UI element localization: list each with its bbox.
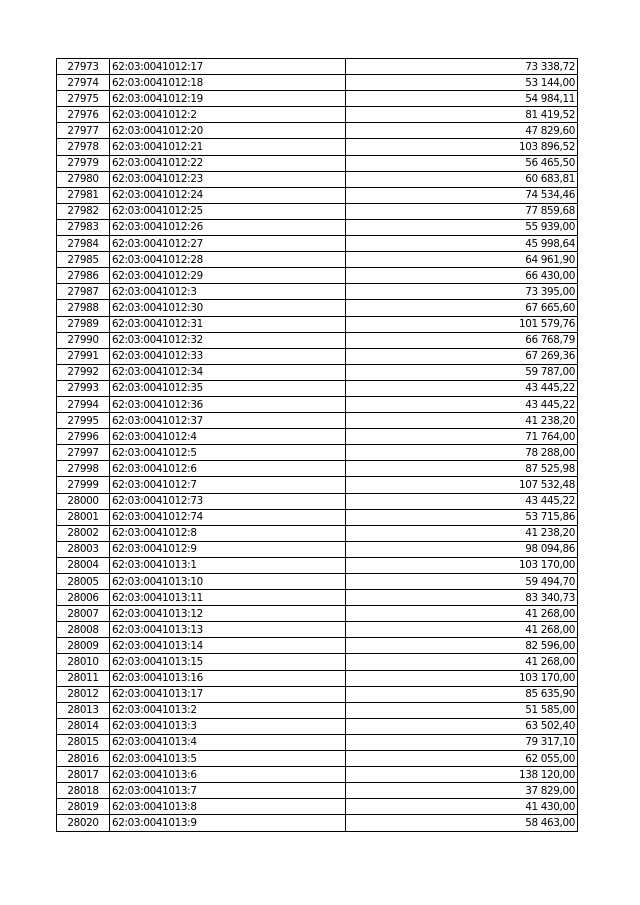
row-number-cell: 27978: [57, 139, 110, 155]
table-row: [57, 638, 578, 654]
cadastral-number-cell: 62:03:0041012:3: [110, 284, 346, 300]
table-row: [57, 284, 578, 300]
cadastral-number-cell: 62:03:0041012:6: [110, 461, 346, 477]
row-number-cell: 27991: [57, 348, 110, 364]
row-number-cell: 28002: [57, 525, 110, 541]
table-row: [57, 718, 578, 734]
table-row: [57, 557, 578, 573]
cadastral-number-cell: 62:03:0041012:5: [110, 445, 346, 461]
table-row: [57, 91, 578, 107]
cadastral-number-cell: 62:03:0041012:37: [110, 413, 346, 429]
cadastral-value-cell: 77 859,68: [346, 203, 578, 219]
row-number-cell: 27997: [57, 445, 110, 461]
row-number-cell: 27982: [57, 203, 110, 219]
cadastral-value-cell: 74 534,46: [346, 187, 578, 203]
cadastral-value-cell: 81 419,52: [346, 107, 578, 123]
cadastral-value-cell: 103 170,00: [346, 670, 578, 686]
cadastral-number-cell: 62:03:0041013:7: [110, 783, 346, 799]
cadastral-value-cell: 66 768,79: [346, 332, 578, 348]
table-row: [57, 574, 578, 590]
row-number-cell: 27984: [57, 236, 110, 252]
table-row: [57, 445, 578, 461]
row-number-cell: 27986: [57, 268, 110, 284]
cadastral-value-cell: 87 525,98: [346, 461, 578, 477]
cadastral-number-cell: 62:03:0041012:24: [110, 187, 346, 203]
cadastral-number-cell: 62:03:0041012:73: [110, 493, 346, 509]
cadastral-number-cell: 62:03:0041012:19: [110, 91, 346, 107]
table-row: [57, 203, 578, 219]
table-row: [57, 767, 578, 783]
table-row: [57, 316, 578, 332]
table-row: [57, 541, 578, 557]
row-number-cell: 28010: [57, 654, 110, 670]
cadastral-number-cell: 62:03:0041012:28: [110, 252, 346, 268]
row-number-cell: 28019: [57, 799, 110, 815]
cadastral-number-cell: 62:03:0041013:3: [110, 718, 346, 734]
cadastral-number-cell: 62:03:0041013:17: [110, 686, 346, 702]
table-row: [57, 783, 578, 799]
cadastral-number-cell: 62:03:0041013:1: [110, 557, 346, 573]
row-number-cell: 27987: [57, 284, 110, 300]
table-row: [57, 268, 578, 284]
table-row: [57, 219, 578, 235]
row-number-cell: 28000: [57, 493, 110, 509]
cadastral-value-cell: 55 939,00: [346, 219, 578, 235]
table-row: [57, 702, 578, 718]
row-number-cell: 27979: [57, 155, 110, 171]
cadastral-number-cell: 62:03:0041012:33: [110, 348, 346, 364]
table-row: [57, 751, 578, 767]
cadastral-number-cell: 62:03:0041012:21: [110, 139, 346, 155]
table-row: [57, 606, 578, 622]
cadastral-number-cell: 62:03:0041012:34: [110, 364, 346, 380]
table-row: [57, 493, 578, 509]
table-row: [57, 107, 578, 123]
cadastral-number-cell: 62:03:0041013:13: [110, 622, 346, 638]
cadastral-number-cell: 62:03:0041013:10: [110, 574, 346, 590]
row-number-cell: 27994: [57, 396, 110, 412]
row-number-cell: 27980: [57, 171, 110, 187]
table-row: [57, 461, 578, 477]
cadastral-number-cell: 62:03:0041013:9: [110, 815, 346, 831]
cadastral-number-cell: 62:03:0041013:14: [110, 638, 346, 654]
cadastral-number-cell: 62:03:0041012:2: [110, 107, 346, 123]
row-number-cell: 28011: [57, 670, 110, 686]
cadastral-number-cell: 62:03:0041013:4: [110, 734, 346, 750]
row-number-cell: 28017: [57, 767, 110, 783]
cadastral-number-cell: 62:03:0041013:6: [110, 767, 346, 783]
cadastral-value-cell: 59 494,70: [346, 574, 578, 590]
cadastral-number-cell: 62:03:0041012:32: [110, 332, 346, 348]
row-number-cell: 27988: [57, 300, 110, 316]
cadastral-number-cell: 62:03:0041013:2: [110, 702, 346, 718]
row-number-cell: 28018: [57, 783, 110, 799]
row-number-cell: 28001: [57, 509, 110, 525]
cadastral-value-cell: 41 268,00: [346, 654, 578, 670]
table-row: [57, 252, 578, 268]
table-row: [57, 429, 578, 445]
table-row: [57, 654, 578, 670]
row-number-cell: 28005: [57, 574, 110, 590]
row-number-cell: 28020: [57, 815, 110, 831]
cadastral-value-cell: 53 715,86: [346, 509, 578, 525]
table-row: [57, 300, 578, 316]
cadastral-number-cell: 62:03:0041012:4: [110, 429, 346, 445]
cadastral-value-cell: 103 170,00: [346, 557, 578, 573]
cadastral-value-cell: 63 502,40: [346, 718, 578, 734]
cadastral-value-cell: 43 445,22: [346, 396, 578, 412]
row-number-cell: 28012: [57, 686, 110, 702]
cadastral-number-cell: 62:03:0041012:25: [110, 203, 346, 219]
cadastral-value-cell: 71 764,00: [346, 429, 578, 445]
row-number-cell: 27989: [57, 316, 110, 332]
cadastral-value-cell: 98 094,86: [346, 541, 578, 557]
table-row: [57, 364, 578, 380]
row-number-cell: 27973: [57, 59, 110, 75]
cadastral-number-cell: 62:03:0041012:26: [110, 219, 346, 235]
cadastral-value-cell: 45 998,64: [346, 236, 578, 252]
row-number-cell: 28008: [57, 622, 110, 638]
cadastral-value-cell: 60 683,81: [346, 171, 578, 187]
table-row: [57, 123, 578, 139]
row-number-cell: 27990: [57, 332, 110, 348]
cadastral-value-cell: 107 532,48: [346, 477, 578, 493]
cadastral-value-cell: 82 596,00: [346, 638, 578, 654]
row-number-cell: 27977: [57, 123, 110, 139]
table-row: [57, 139, 578, 155]
cadastral-number-cell: 62:03:0041013:12: [110, 606, 346, 622]
cadastral-value-cell: 54 984,11: [346, 91, 578, 107]
row-number-cell: 27996: [57, 429, 110, 445]
row-number-cell: 27992: [57, 364, 110, 380]
table-row: [57, 686, 578, 702]
cadastral-number-cell: 62:03:0041012:8: [110, 525, 346, 541]
row-number-cell: 27995: [57, 413, 110, 429]
cadastral-number-cell: 62:03:0041012:22: [110, 155, 346, 171]
cadastral-value-cell: 78 288,00: [346, 445, 578, 461]
table-body: [57, 59, 578, 832]
cadastral-value-cell: 41 268,00: [346, 622, 578, 638]
cadastral-number-cell: 62:03:0041012:17: [110, 59, 346, 75]
cadastral-value-cell: 64 961,90: [346, 252, 578, 268]
cadastral-value-cell: 101 579,76: [346, 316, 578, 332]
cadastral-value-cell: 79 317,10: [346, 734, 578, 750]
row-number-cell: 27975: [57, 91, 110, 107]
row-number-cell: 27976: [57, 107, 110, 123]
table-row: [57, 236, 578, 252]
table-row: [57, 187, 578, 203]
row-number-cell: 27993: [57, 380, 110, 396]
cadastral-number-cell: 62:03:0041012:31: [110, 316, 346, 332]
cadastral-value-cell: 103 896,52: [346, 139, 578, 155]
cadastral-value-cell: 138 120,00: [346, 767, 578, 783]
cadastral-value-cell: 66 430,00: [346, 268, 578, 284]
table-row: [57, 590, 578, 606]
table-row: [57, 59, 578, 75]
row-number-cell: 28004: [57, 557, 110, 573]
cadastral-value-cell: 43 445,22: [346, 380, 578, 396]
cadastral-value-cell: 43 445,22: [346, 493, 578, 509]
table-row: [57, 75, 578, 91]
row-number-cell: 28013: [57, 702, 110, 718]
cadastral-value-cell: 85 635,90: [346, 686, 578, 702]
cadastral-value-cell: 51 585,00: [346, 702, 578, 718]
table-row: [57, 171, 578, 187]
cadastral-number-cell: 62:03:0041012:30: [110, 300, 346, 316]
row-number-cell: 28016: [57, 751, 110, 767]
table-row: [57, 380, 578, 396]
cadastral-value-cell: 53 144,00: [346, 75, 578, 91]
cadastral-value-cell: 83 340,73: [346, 590, 578, 606]
cadastral-number-cell: 62:03:0041012:23: [110, 171, 346, 187]
cadastral-number-cell: 62:03:0041012:74: [110, 509, 346, 525]
cadastral-number-cell: 62:03:0041013:11: [110, 590, 346, 606]
cadastral-value-cell: 41 238,20: [346, 413, 578, 429]
table-row: [57, 155, 578, 171]
cadastral-value-cell: 47 829,60: [346, 123, 578, 139]
cadastral-number-cell: 62:03:0041013:16: [110, 670, 346, 686]
row-number-cell: 27983: [57, 219, 110, 235]
cadastral-number-cell: 62:03:0041013:5: [110, 751, 346, 767]
cadastral-value-cell: 67 665,60: [346, 300, 578, 316]
row-number-cell: 28006: [57, 590, 110, 606]
table-row: [57, 332, 578, 348]
row-number-cell: 27981: [57, 187, 110, 203]
table-row: [57, 670, 578, 686]
cadastral-number-cell: 62:03:0041012:27: [110, 236, 346, 252]
cadastral-value-cell: 41 430,00: [346, 799, 578, 815]
row-number-cell: 28014: [57, 718, 110, 734]
cadastral-number-cell: 62:03:0041013:8: [110, 799, 346, 815]
cadastral-number-cell: 62:03:0041013:15: [110, 654, 346, 670]
cadastral-number-cell: 62:03:0041012:35: [110, 380, 346, 396]
row-number-cell: 28007: [57, 606, 110, 622]
table-row: [57, 622, 578, 638]
cadastral-value-cell: 37 829,00: [346, 783, 578, 799]
row-number-cell: 28015: [57, 734, 110, 750]
cadastral-value-cell: 62 055,00: [346, 751, 578, 767]
cadastral-value-cell: 56 465,50: [346, 155, 578, 171]
cadastral-value-cell: 41 268,00: [346, 606, 578, 622]
cadastral-value-cell: 58 463,00: [346, 815, 578, 831]
table-row: [57, 396, 578, 412]
table-row: [57, 509, 578, 525]
cadastral-number-cell: 62:03:0041012:20: [110, 123, 346, 139]
cadastral-value-cell: 73 338,72: [346, 59, 578, 75]
row-number-cell: 27974: [57, 75, 110, 91]
cadastral-number-cell: 62:03:0041012:18: [110, 75, 346, 91]
cadastral-value-cell: 67 269,36: [346, 348, 578, 364]
cadastral-number-cell: 62:03:0041012:7: [110, 477, 346, 493]
row-number-cell: 27999: [57, 477, 110, 493]
table-row: [57, 734, 578, 750]
row-number-cell: 27998: [57, 461, 110, 477]
table-row: [57, 525, 578, 541]
table-row: [57, 815, 578, 831]
table-row: [57, 799, 578, 815]
cadastral-value-cell: 59 787,00: [346, 364, 578, 380]
row-number-cell: 28009: [57, 638, 110, 654]
cadastral-value-table: [56, 58, 578, 832]
cadastral-number-cell: 62:03:0041012:29: [110, 268, 346, 284]
row-number-cell: 27985: [57, 252, 110, 268]
table-row: [57, 348, 578, 364]
cadastral-value-cell: 41 238,20: [346, 525, 578, 541]
cadastral-value-cell: 73 395,00: [346, 284, 578, 300]
row-number-cell: 28003: [57, 541, 110, 557]
table-row: [57, 413, 578, 429]
cadastral-number-cell: 62:03:0041012:36: [110, 396, 346, 412]
cadastral-number-cell: 62:03:0041012:9: [110, 541, 346, 557]
table-row: [57, 477, 578, 493]
